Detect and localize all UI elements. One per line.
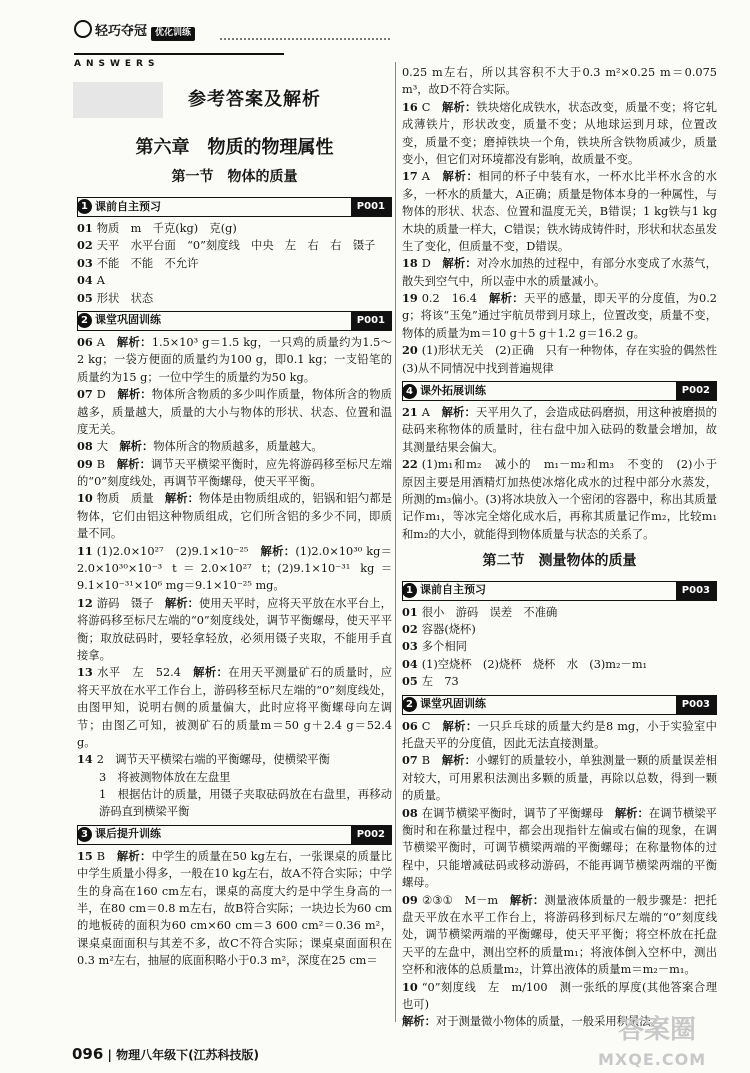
section-title: 第二节 测量物体的质量 xyxy=(482,553,637,570)
answer-item: 08 大 解析：物体所含的物质越多，质量越大。 xyxy=(77,439,323,454)
header-rule xyxy=(74,53,284,55)
logo-icon xyxy=(74,20,92,38)
answer-item: 16 C 解析：铁块熔化成铁水，状态改变，质量不变；将它轧成薄铁片，形状改变，质量不变；从地球运到月球，位置改变，质量不变；磨掉铁块一个角，铁块所含铁物质减少，质量变小，但它们对环境都没有影响，故质量不变。 xyxy=(402,99,717,166)
page-footer: 096 | 物理八年级下(江苏科技版) xyxy=(72,1045,260,1063)
left-column xyxy=(77,64,392,970)
section-bar: 1 课前自主预习 P001 xyxy=(77,197,392,217)
answer-item: 解析：对于测量微小物体的质量，一般采用积累法。 xyxy=(402,1014,662,1029)
header-dots xyxy=(220,38,390,40)
answer-item: 01 很小 游码 误差 不准确 xyxy=(402,604,558,619)
answer-item: 07 B 解析：小螺钉的质量较小，单独测量一颗的质量误差相对较大，可用累积法测出多颗的质量，再除以总数，得到一颗的质量。 xyxy=(402,753,717,803)
answer-item: 11 (1)2.0×10²⁷ (2)9.1×10⁻²⁵ 解析：(1)2.0×10³⁰ kg＝2.0×10³⁰×10⁻³ t＝2.0×10²⁷ t；(2)9.1×10⁻³¹ kg＝9.1×10⁻³¹×10⁶ mg＝9.1×10⁻²⁵ mg。 xyxy=(77,543,392,593)
answer-item: 10 物质 质量 解析：物体是由物质组成的，铝锅和铝勺都是物体，它们由铝这种物质组成，它们所含铝的多少不同，即质量不同。 xyxy=(77,491,392,541)
answer-item: 19 0.2 16.4 解析：天平的感量，即天平的分度值，为0.2 g；将该“玉兔”通过宇航员带到月球上，位置改变，质量不变，物体的质量为m＝10 g＋5 g＋1.2 g＝16.2 g。 xyxy=(402,291,717,340)
page-header xyxy=(70,18,730,69)
answer-item: 03 多个相同 xyxy=(402,639,467,654)
answer-item: 17 A 解析：相同的杯子中装有水，一杯水比半杯水含的水多，一杯水的质量大，A正确；质量是物体本身的一种属性，与物体的形状、状态、位置和温度无关，B错误；1 kg铁与1 kg木块的质量一样大，C错误；铁水铸成铸件时，形状和状态虽发生了变化，但质量不变，D错误。 xyxy=(402,169,717,253)
page-number: 096 xyxy=(72,1045,104,1063)
answer-item: 09 B 解析：调节天平横梁平衡时，应先将游码移至标尺左端的“0”刻度线处，再调节平衡螺母，使天平平衡。 xyxy=(77,456,392,489)
section-title: 第一节 物体的质量 xyxy=(171,169,298,186)
header-badge: 优化训练 xyxy=(151,27,195,41)
page-title: 参考答案及解析 xyxy=(188,89,321,110)
chapter-title: 第六章 物质的物理属性 xyxy=(135,136,334,158)
answer-item: 0.25 m左右，所以其容积不大于0.3 m²×0.25 m＝0.075 m³，故D不符合实际。 xyxy=(402,66,717,97)
answer-item: 05 形状 状态 xyxy=(77,290,154,305)
answer-item: 04 (1)空烧杯 (2)烧杯 烧杯 水 (3)m₂－m₁ xyxy=(402,656,648,671)
answer-item: 21 A 解析：天平用久了，会造成砝码磨损，用这种被磨损的砝码来称物体的质量时，往右盘中加入砝码的数量会增加，故其测量结果会偏大。 xyxy=(402,405,717,454)
answer-item: 1 根据估计的质量，用镊子夹取砝码放在右盘里，再移动游码直到横梁平衡 xyxy=(99,788,392,819)
answer-item: 22 (1)m₁和m₂ 减小的 m₁－m₂和m₃ 不变的 (2)小于 原因主要是用酒精灯加热使冰熔化成水的过程中部分水蒸发，所测的m₃偏小。(3)将冰块放入一个密闭的容器中，称出其质量记作m₁，等冰完全熔化成水后，再称其质量记作m₂，比较m₁和m₂的大小，就能得到物体质量与状态的关系了。 xyxy=(402,457,729,541)
answer-item: 14 2 调节天平横梁右端的平衡螺母，使横梁平衡 xyxy=(77,752,330,767)
answer-item: 06 A 解析：1.5×10³ g＝1.5 kg，一只鸡的质量约为1.5～2 kg；一袋方便面的质量约为100 g，即0.1 kg；一支铅笔的质量约为15 g；一位中学生的质量约为50 kg。 xyxy=(77,334,392,384)
answer-item: 08 在调节横梁平衡时，调节了平衡螺母 解析：在调节横梁平衡时和在称量过程中，都会出现指针左偏或右偏的现象，在调节横梁平衡时，可调节横梁两端的平衡螺母；在称量物体的过程中，只能增减砝码或移动游码，不能再调节横梁两端的平衡螺母。 xyxy=(402,805,717,890)
answer-item: 05 左 73 xyxy=(402,674,459,689)
answer-item: 13 水平 左 52.4 解析：在用天平测量矿石的质量时，应将天平放在水平工作台上，游码移至标尺左端的“0”刻度线处，由图甲知，说明右侧的质量偏大，此时应将平衡螺母向左调节；由图乙可知，被测矿石的质量m＝50 g＋2.4 g＝52.4 g。 xyxy=(77,665,392,749)
answer-item: 04 A xyxy=(77,273,105,288)
answer-item: 20 (1)形状无关 (2)正确 只有一种物体，存在实验的偶然性 (3)从不同情况中找到普遍规律 xyxy=(402,343,729,375)
watermark-url: MXQE.COM xyxy=(598,1050,707,1069)
answers-label: ANSWERS xyxy=(74,59,160,69)
answer-item: 18 D 解析：对冷水加热的过程中，有部分水变成了水蒸气，散失到空气中，所以壶中水的质量减小。 xyxy=(402,256,717,288)
column-divider xyxy=(395,62,396,1022)
answer-item: 09 ②③① M－m 解析：测量液体质量的一般步骤是：把托盘天平放在水平工作台上，将游码移到标尺左端的“0”刻度线处，调节横梁两端的平衡螺母，使天平平衡；将空杯放在托盘天平的左盘中，测出空杯的质量m₁；将液体倒入空杯中，测出空杯和液体的总质量m₂，计算出液体的质量m＝m₂－m₁。 xyxy=(402,892,717,977)
answer-item: 06 C 解析：一只乒乓球的质量大约是8 mg，小于实验室中托盘天平的分度值，因此无法直接测量。 xyxy=(402,718,717,751)
right-column xyxy=(402,64,729,1031)
section-bar: 4 课外拓展训练 P002 xyxy=(402,381,717,401)
section-bar: 1 课前自主预习 P003 xyxy=(402,581,717,601)
answer-item: 01 物质 m 千克(kg) 克(g) xyxy=(77,220,237,235)
watermark-logo: 答案圈 xyxy=(618,1015,697,1045)
answer-item: 03 不能 不能 不允许 xyxy=(77,255,199,270)
answer-item: 02 容器(烧杯) xyxy=(402,622,476,637)
section-bar: 2 课堂巩固训练 P003 xyxy=(402,695,717,715)
answer-item: 07 D 解析：物体所含物质的多少叫作质量，物体所含的物质越多，质量越大，质量的大小与物体的形状、状态、位置和温度无关。 xyxy=(77,387,392,436)
section-bar: 3 课后提升训练 P002 xyxy=(77,825,392,845)
answer-item: 3 将被测物体放在左盘里 xyxy=(99,770,231,784)
answer-item: 10 “0”刻度线 左 m/100 测一张纸的厚度(其他答案合理也可) xyxy=(402,979,717,1011)
answer-item: 02 天平 水平台面 “0”刻度线 中央 左 右 右 镊子 xyxy=(77,238,376,253)
section-bar: 2 课堂巩固训练 P001 xyxy=(77,311,392,331)
brand-logo: 轻巧夺冠 优化训练 xyxy=(74,20,195,42)
answer-item: 12 游码 镊子 解析：使用天平时，应将天平放在水平台上，将游码移至标尺左端的“0”刻度线处，调节平衡螺母，使天平平衡；取放砝码时，要轻拿轻放，必须用镊子夹取，不能用手直接拿。 xyxy=(77,595,392,662)
answer-item: 15 B 解析：中学生的质量在50 kg左右，一张课桌的质量比中学生质量小得多，一般在10 kg左右，故A不符合实际；中学生的身高在160 cm左右，课桌的高度大约是中学生身高的一半，在80 cm＝0.8 m左右，故B符合实际；一块边长为60 cm的地板砖的面积为60 cm×60 cm＝3 600 cm²＝0.36 m²，课桌桌面面积与其差不多，故C不符合实际；课桌桌面面积在0.3 m²左右，抽屉的底面积略小于0.3 m²，深度在25 cm＝ xyxy=(77,848,392,968)
